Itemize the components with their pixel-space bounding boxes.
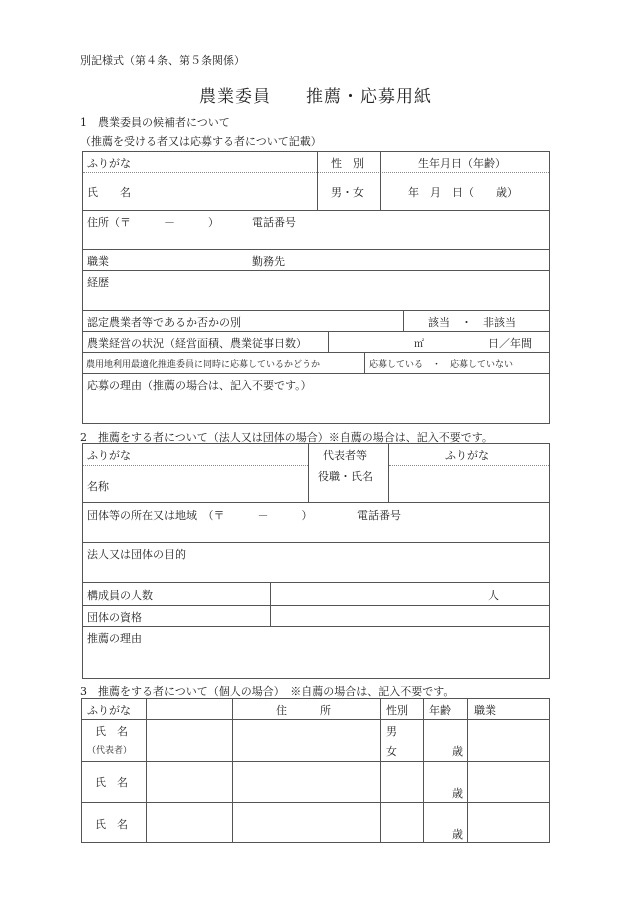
org-purpose-field[interactable]: 法人又は団体の目的	[87, 548, 186, 561]
col-header-furigana: ふりがな	[87, 704, 131, 717]
members-count-label: 構成員の人数	[87, 589, 153, 602]
section3-heading: 3 推薦をする者について（個人の場合） ※自薦の場合は、記入不要です。	[80, 685, 455, 698]
col-header-age: 年齢	[429, 704, 451, 717]
row-name-label: 氏 名	[95, 818, 128, 831]
certified-farmer-options[interactable]: 該当 ・ 非該当	[428, 316, 516, 329]
representative-label: 代表者等	[323, 449, 367, 462]
section2-heading: 2 推薦をする者について（法人又は団体の場合）※自薦の場合は、記入不要です。	[80, 431, 493, 444]
career-field[interactable]: 経歴	[87, 276, 109, 289]
birthdate-field[interactable]: 年 月 日（ 歳）	[408, 186, 518, 199]
age-unit: 歳	[452, 745, 463, 758]
row-name-label: 氏 名	[95, 776, 128, 789]
gender-male-option[interactable]: 男	[386, 725, 397, 738]
page-title-left: 農業委員	[199, 87, 271, 107]
birthdate-label: 生年月日（年齢）	[418, 157, 506, 170]
section1-heading: 1 農業委員の候補者について	[80, 116, 230, 129]
members-count-unit: 人	[488, 589, 499, 602]
application-reason-field[interactable]: 応募の理由（推薦の場合は、記入不要です。）	[87, 379, 312, 392]
concurrent-application-label: 農用地利用最適化推進委員に同時に応募しているかどうか	[86, 360, 321, 370]
gender-female-option[interactable]: 女	[386, 745, 397, 758]
age-unit: 歳	[452, 828, 463, 841]
org-qualification-label: 団体の資格	[87, 611, 142, 624]
representative-furigana-field[interactable]: ふりがな	[445, 449, 489, 462]
col-header-occupation: 職業	[474, 704, 496, 717]
row-name-label: 氏 名	[95, 725, 128, 738]
occupation-field[interactable]: 職業	[87, 255, 109, 268]
farm-days-unit: 日／年間	[488, 337, 532, 350]
org-furigana-field[interactable]: ふりがな	[87, 449, 131, 462]
section1-subheading: （推薦を受ける者又は応募する者について記載）	[80, 135, 322, 148]
address-field[interactable]: 住所（〒 － ）	[87, 216, 219, 229]
age-unit: 歳	[452, 787, 463, 800]
org-name-field[interactable]: 名称	[87, 480, 109, 493]
row-representative-label: （代表者）	[87, 746, 133, 756]
form-reference: 別記様式（第４条、第５条関係）	[80, 54, 245, 67]
page-title-right: 推薦・応募用紙	[306, 87, 432, 107]
gender-label: 性 別	[331, 157, 364, 170]
org-phone-field[interactable]: 電話番号	[357, 509, 401, 522]
org-location-field[interactable]: 団体等の所在又は地域 （〒 － ）	[87, 509, 313, 522]
phone-field[interactable]: 電話番号	[252, 216, 296, 229]
col-header-address: 住 所	[276, 704, 331, 717]
certified-farmer-label: 認定農業者等であるか否かの別	[87, 316, 241, 329]
concurrent-application-options[interactable]: 応募している ・ 応募していない	[369, 360, 514, 370]
workplace-field[interactable]: 勤務先	[252, 255, 285, 268]
col-header-gender: 性別	[386, 704, 408, 717]
farm-area-unit: ㎡	[414, 339, 424, 350]
recommendation-reason-field[interactable]: 推薦の理由	[87, 632, 142, 645]
name-field[interactable]: 氏 名	[87, 186, 131, 199]
furigana-field[interactable]: ふりがな	[87, 157, 131, 170]
representative-title-name-label: 役職・氏名	[318, 470, 373, 483]
farm-management-label: 農業経営の状況（経営面積、農業従事日数）	[87, 337, 307, 350]
gender-options[interactable]: 男・女	[331, 186, 364, 199]
